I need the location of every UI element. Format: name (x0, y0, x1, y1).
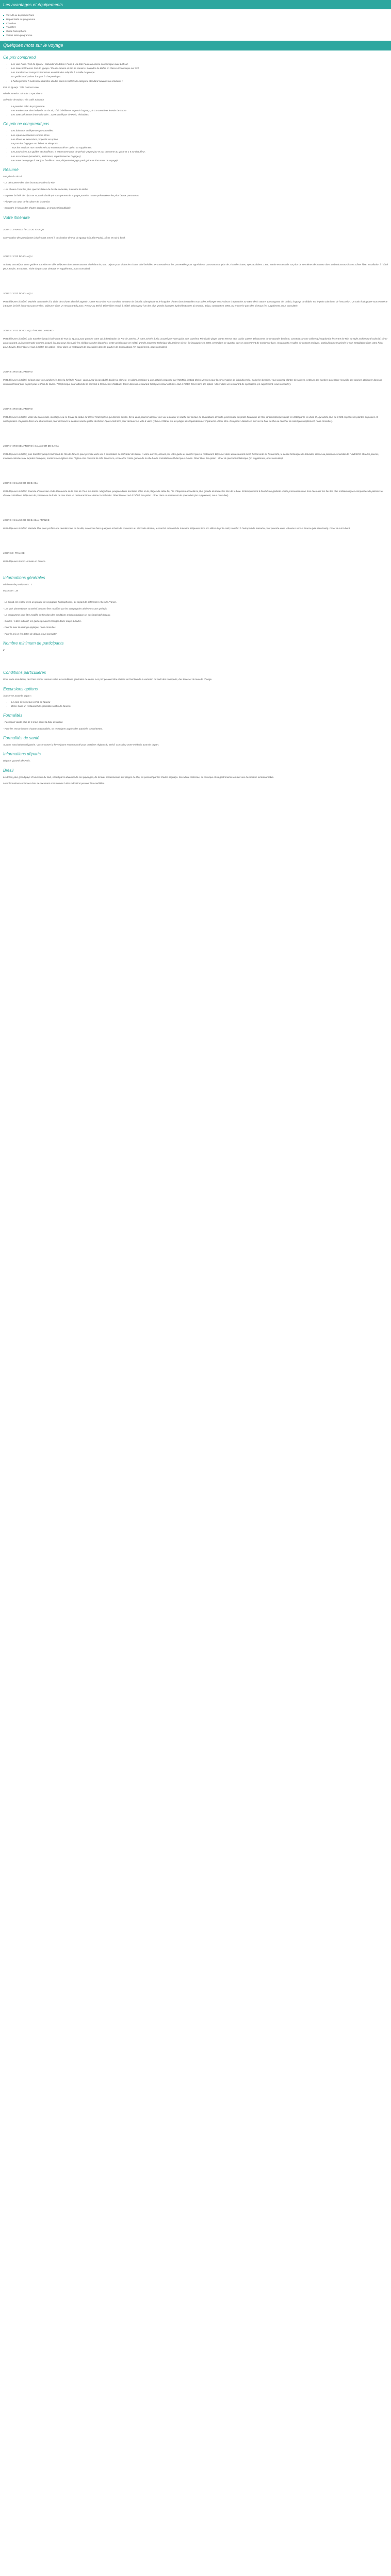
list-item: • Les pourboires aux guides et chauffeurs. Il est recommandé de prévoir 28 par jour et par personne au guide et 1 € au chauffeur. (11, 150, 388, 154)
departures-text: Départs garantis de Paris. (3, 759, 31, 762)
advantage-item: Chambre (3, 22, 391, 26)
list-item: • Les dîners et excursions proposés en option. (11, 138, 388, 142)
day-text: Petit déjeuner à l'hôtel. Journée d'excursion et de découverte de la baie de Tous les Saints. Magnifique, peuplée d'une trentaine d'îles et de plages de sable fin, l'île d'Itaparica accueille la plus grande de toutes les îles de la baie. Embarquement à bord d'une goélette. Cette promenade vous fera découvrir les îles les plus emblématiques composées de palmiers et d'eaux cristallines. Déjeuner de poisson ou de fruits de mer dans un restaurant local. Retour à Salvador. Dîner libre et nuit à l'hôtel. En option : dîner dans un restaurant de spécialités (en supplément, nous consulter). (3, 489, 383, 497)
day-text: Arrivée, accueil par votre guide et transfert en ville. Déjeuner dans un restaurant situé dans le parc. Départ pour visiter les chutes côté brésilien. Promenade sur les passerelles pour apprécier le panorama sur plus de 2 km de chutes, spectaculaires. L'eau tombe en cascade sur plus de 80 mètres de hauteur dans un bruit assourdissant. Dîner libre. Installation à l'hôtel pour 3 nuits. En option : visite du parc aux oiseaux en supplément, nous consulter). (3, 263, 388, 270)
day-title: JOUR 7 : RIO DE JANEIRO / SALVADOR DE BAHIA (3, 444, 59, 447)
day-text: Petit déjeuner à bord. Arrivée en France. (3, 560, 46, 563)
list-item: • Le carnet de voyage à 28€ (par famille ou tous, étiquette bagage, petit guide et document de voyage). (11, 159, 388, 163)
summary-line: - Explorer la forêt de Tijuca et sa particularité qui vous permet de voyager parmi la nature préservée et les plus beaux panoramas. (3, 194, 140, 197)
excursions-lead: À réserver avant le départ : (3, 694, 32, 697)
info-line: Maximum : 18 (3, 589, 18, 592)
day-text: Petit déjeuner à l'hôtel. Visite du Corcovado, montagne où se trouve la statue du Christ Rédempteur qui domine la ville. De là vous pourrez admirer une vue à couper le souffle sur la baie de Guanabara. Ensuite, promenade au jardin botanique de Rio, jardin historique fondé en 1808 par le roi Joao VI, qui abrite plus de 6 500 espèces de plantes tropicales et subtropicales. Déjeuner dans une churrascaria pour découvrir la célèbre viande grillée du Brésil. Après-midi libre pour découvrir la ville à votre rythme et flâner sur les plages de Copacabana et d'Ipanema. Dîner libre. En option : balade en mer sur la baie de Rio au coucher du soleil (en supplément, nous consulter). (3, 415, 378, 422)
list-item: • Les boissons et dépenses personnelles. (11, 129, 388, 133)
list-item: • Les vols Paris / Foz do Iguaçu - Salvador de Bahia / Paris à Via São Paulo en classe économique avec LATAM. (11, 62, 388, 66)
day-title: JOUR 4 : FOZ DO IGUAÇU / RIO DE JANEIRO (3, 329, 54, 332)
advantages-list (0, 13, 391, 38)
day-title: JOUR 3 : FOZ DO IGUAÇU (3, 292, 32, 295)
summary-line: - La découverte des sites incontournables du Rio (3, 181, 55, 184)
day-title: JOUR 9 : SALVADOR DE BAHIA / FRANCE (3, 518, 50, 521)
price-excludes-list (3, 129, 388, 163)
summary-line: - Entendre le fracas des chutes d'Iguaçu, un moment inoubliable. (3, 207, 72, 210)
advantage-item: Guide francophone (3, 29, 391, 33)
departures-heading: Informations départs (3, 752, 41, 757)
list-item: • Tous les services non mentionnés au recommandé en option au supplément. (11, 146, 388, 150)
summary-heading: Résumé (3, 167, 19, 172)
advantage-item: Repas listés au programme (3, 18, 391, 22)
day-text: Petit déjeuner à l'hôtel, puis transfert jusqu'à l'aéroport de Foz do Iguaçu pour prendre votre vol à destination de Rio de Janeiro. À votre arrivée à Rio, accueil par votre guide puis transfert. Principale plage, Santa Teresa et le palais Catete. Découverte de ce quartier bohème, construit sur une colline qui surplombe le centre de Rio, au style architectural colonial. Dîner au restaurant, puis promenade en tram jusqu'à la Lapa pour découvrir les célèbres arches blanches. Cette architecture en métal, grande prouesse technique du XIXème siècle, fut inaugurée en 1896. C'est dans ce quartier que se concentrent de nombreux bars, restaurants et salles de concert typiques, particulièrement animés le soir. Installation dans votre hôtel pour 3 nuits. Dîner libre et nuit à l'hôtel. En option : dîner dans un restaurant de spécialités dans le quartier de Copacabana (en supplément, nous consulter). (3, 337, 388, 348)
list-item: • L'hébergement 7 nuits base chambre double dans les hôtels de catégorie standard suivants ou similaires : (11, 79, 388, 83)
about-trip-banner: Quelques mots sur le voyage (0, 41, 391, 50)
conditions-text: Pour toute annulation, des frais seront retenus selon les conditions générales de vente. Les prix peuvent être révisés en fonction de la variation du coût des transports, des taxes et du taux de change. (3, 678, 213, 681)
general-info-heading: Informations générales (3, 575, 45, 580)
day-title: JOUR 2 : FOZ DO IGUAÇU (3, 255, 32, 258)
list-item: • Les repas mentionnés comme libres. (11, 133, 388, 138)
conditions-heading: Conditions particulières (3, 670, 46, 675)
list-item: • Dîner dans un restaurant de spécialités à Rio de Janeiro (11, 704, 388, 708)
final-note: Les informations contenues dans ce document sont fournies à titre indicatif et peuvent être modifiées. (3, 782, 105, 785)
advantage-item: Vol A/R au départ de Paris (3, 13, 391, 18)
day-title: JOUR 8 : SALVADOR DE BAHIA (3, 481, 38, 484)
day-text: Petit déjeuner à l'hôtel. Départ pour une randonnée dans la forêt de Tijuca : vous aurez la possibilité d'aider la planète, en allant participer à une activité proposée par l'ICMBio, institut Chico Mendes pour la conservation de la biodiversité. Selon les besoins, vous pourrez planter des arbres, nettoyer des sentiers ou encore recueillir des graines. Déjeuner dans un restaurant local puis départ pour le Pain de Sucre. Téléphérique pour atteindre le sommet à 396 mètres d'altitude. Dîner dans un restaurant local puis retour à l'hôtel. Nuit à l'hôtel. Dîner libre. En option : dîner dans un restaurant de spécialités (en supplément, nous consulter). (3, 378, 382, 385)
info-note: - Pour le taux de change appliqué, nous consulter. (3, 626, 56, 629)
health-text: Aucune vaccination obligatoire. Vaccin contre la fièvre jaune recommandé pour certaines régions du Brésil. Consultez votre médecin avant le départ. (3, 743, 159, 746)
brazil-text: Le Brésil, plus grand pays d'Amérique du Sud, séduit par la diversité de ses paysages, de la forêt amazonienne aux plages de Rio, en passant par les chutes d'Iguaçu. Sa culture métissée, sa musique et sa gastronomie en font une destination incontournable. (3, 775, 274, 778)
day-title: JOUR 6 : RIO DE JANEIRO (3, 407, 33, 410)
day-text: Petit déjeuner à l'hôtel. Matinée consacrée à la visite des chutes du côté argentin. Cette excursion vous conduira au cœur de la forêt subtropicale et le long des chutes dans lesquelles vous allez mélanger vos instincts d'aventurier au cœur de la nature. La Garganta del Diablo, la gorge du diable, est le point culminant de l'excursion. Un train écologique vous emmène à travers la forêt jusqu'aux passerelles. Déjeuner dans un restaurant du parc. Retour au Brésil. Dîner libre et nuit à l'hôtel. Découvrez l'un des plus grands barrages hydroélectriques du monde, Itaipu, construit en 1984, ou encore le parc des oiseaux (en supplément, nous consulter). (3, 300, 388, 307)
price-includes-list (3, 62, 388, 83)
summary-line: - Les chutes d'eau les plus spectaculaires de la ville coloniale, Salvador de Bahia (3, 188, 88, 191)
trip-content (0, 55, 391, 786)
health-heading: Formalités de santé (3, 735, 40, 740)
day-text: Convocation des participants à l'aéroport. Envol à destination de Foz do Iguaçu (via São Paulo). Dîner et nuit à bord. (3, 236, 126, 239)
advantage-item: Visites selon programme (3, 33, 391, 38)
formalities-line: - Pour les ressortissants d'autres nationalités, se renseigner auprès des autorités compétentes. (3, 727, 103, 730)
list-item: • Le port des bagages aux hôtels et aéroports. (11, 142, 388, 146)
summary-line: - Plonger au cœur de la culture de la Samba (3, 200, 50, 204)
min-participants-heading: Nombre minimum de participants (3, 641, 64, 646)
itinerary-heading: Votre itinéraire (3, 215, 30, 220)
list-item: • Les assurances (annulation, assistance, rapatriement et bagages). (11, 155, 388, 159)
hotel-line: Rio de Janeiro : Mirador Copacabana (3, 92, 43, 95)
excursions-heading: Excursions options (3, 686, 38, 691)
price-includes-heading: Ce prix comprend (3, 55, 36, 60)
info-note: - Pour le prix et les dates de départ, nous consulter. (3, 632, 58, 635)
summary-lead: Les plus du circuit : (3, 175, 24, 178)
excursions-list (3, 700, 388, 708)
hotel-line: Salvador de Bahia : Vila Galé Salvador (3, 98, 44, 101)
list-item: • Les taxes intérieures Foz do Iguaçu / Rio de Janeiro et Rio de Janeiro / Salvador de Bahia en classe économique sur Gol. (11, 66, 388, 71)
brazil-heading: Brésil (3, 768, 14, 773)
formalities-line: - Passeport valide plus de 6 mois après la date de retour. (3, 721, 63, 724)
advantages-banner: Les avantages et équipements (0, 0, 391, 9)
info-note: - Guides : à titre indicatif, les guides peuvent changer d'une étape à l'autre. (3, 620, 82, 623)
info-line: Minimum de participants : 2 (3, 583, 32, 586)
info-note: - Le circuit est réalisé avec un groupe de voyageurs francophones, au départ de différentes villes de France. (3, 601, 117, 604)
day-title: JOUR 10 : FRANCE (3, 551, 25, 554)
list-item: • Les taxes aériennes internationales : 320 € au départ de Paris, révisables. (11, 113, 388, 117)
list-item: • Les entrées aux sites indiqués au circuit, côté brésilien et argentin à Iguaçu, le Corcovado et le Pain de Sucre (11, 109, 388, 113)
list-item: • Les transferts et transports terrestres en véhicules adaptés à la taille du groupe. (11, 71, 388, 75)
hotel-line: Foz do Iguaçu : Vila Canoas Hotel (3, 86, 39, 89)
day-title: JOUR 5 : RIO DE JANEIRO (3, 370, 33, 373)
price-excludes-heading: Ce prix ne comprend pas (3, 122, 50, 127)
formalities-heading: Formalités (3, 713, 23, 718)
price-includes-list-2 (3, 105, 388, 117)
info-note: - Les vols domestiques au Brésil peuvent être modifiés par les compagnies aériennes sans préavis. (3, 607, 108, 610)
list-item: • La pension selon le programme. (11, 105, 388, 109)
day-title: JOUR 1 : FRANCE / FOZ DO IGUAÇU (3, 228, 44, 231)
advantage-item: Transfert (3, 25, 391, 29)
info-note: - Le programme peut être modifié en fonction des conditions météorologiques et des impératifs locaux. (3, 613, 111, 616)
list-item: • Le parc des oiseaux à Foz do Iguaçu (11, 700, 388, 704)
min-participants-value: 2 (3, 649, 5, 652)
list-item: • Un guide local parlant français à chaque étape. (11, 75, 388, 79)
day-text: Petit déjeuner à l'hôtel, puis transfert jusqu'à l'aéroport de Rio de Janeiro pour prendre votre vol à destination de Salvador de Bahia. À votre arrivée, accueil par votre guide et transfert pour le restaurant. Déjeuner dans un restaurant local. Découverte du Pelourinho, le centre historique de Salvador, classé au patrimoine mondial de l'UNESCO. Ruelles pavées, maisons colorées aux façades baroques, nombreuses églises dont l'église et le couvent de São Francisco, ornée d'or. Visite guidée de la ville haute. Installation à l'hôtel pour 2 nuits. Dîner libre. En option : dîner et spectacle folklorique (en supplément, nous consulter). (3, 452, 379, 460)
day-text: Petit déjeuner à l'hôtel. Matinée libre pour profiter une dernière fois de la ville, ou encore faire quelques achats de souvenirs au Mercado Modelo, le marché artisanal de Salvador. Déjeuner libre. En début d'après-midi, transfert à l'aéroport de Salvador pour prendre votre vol retour vers la France (via São Paulo). Dîner et nuit à bord. (3, 527, 351, 530)
